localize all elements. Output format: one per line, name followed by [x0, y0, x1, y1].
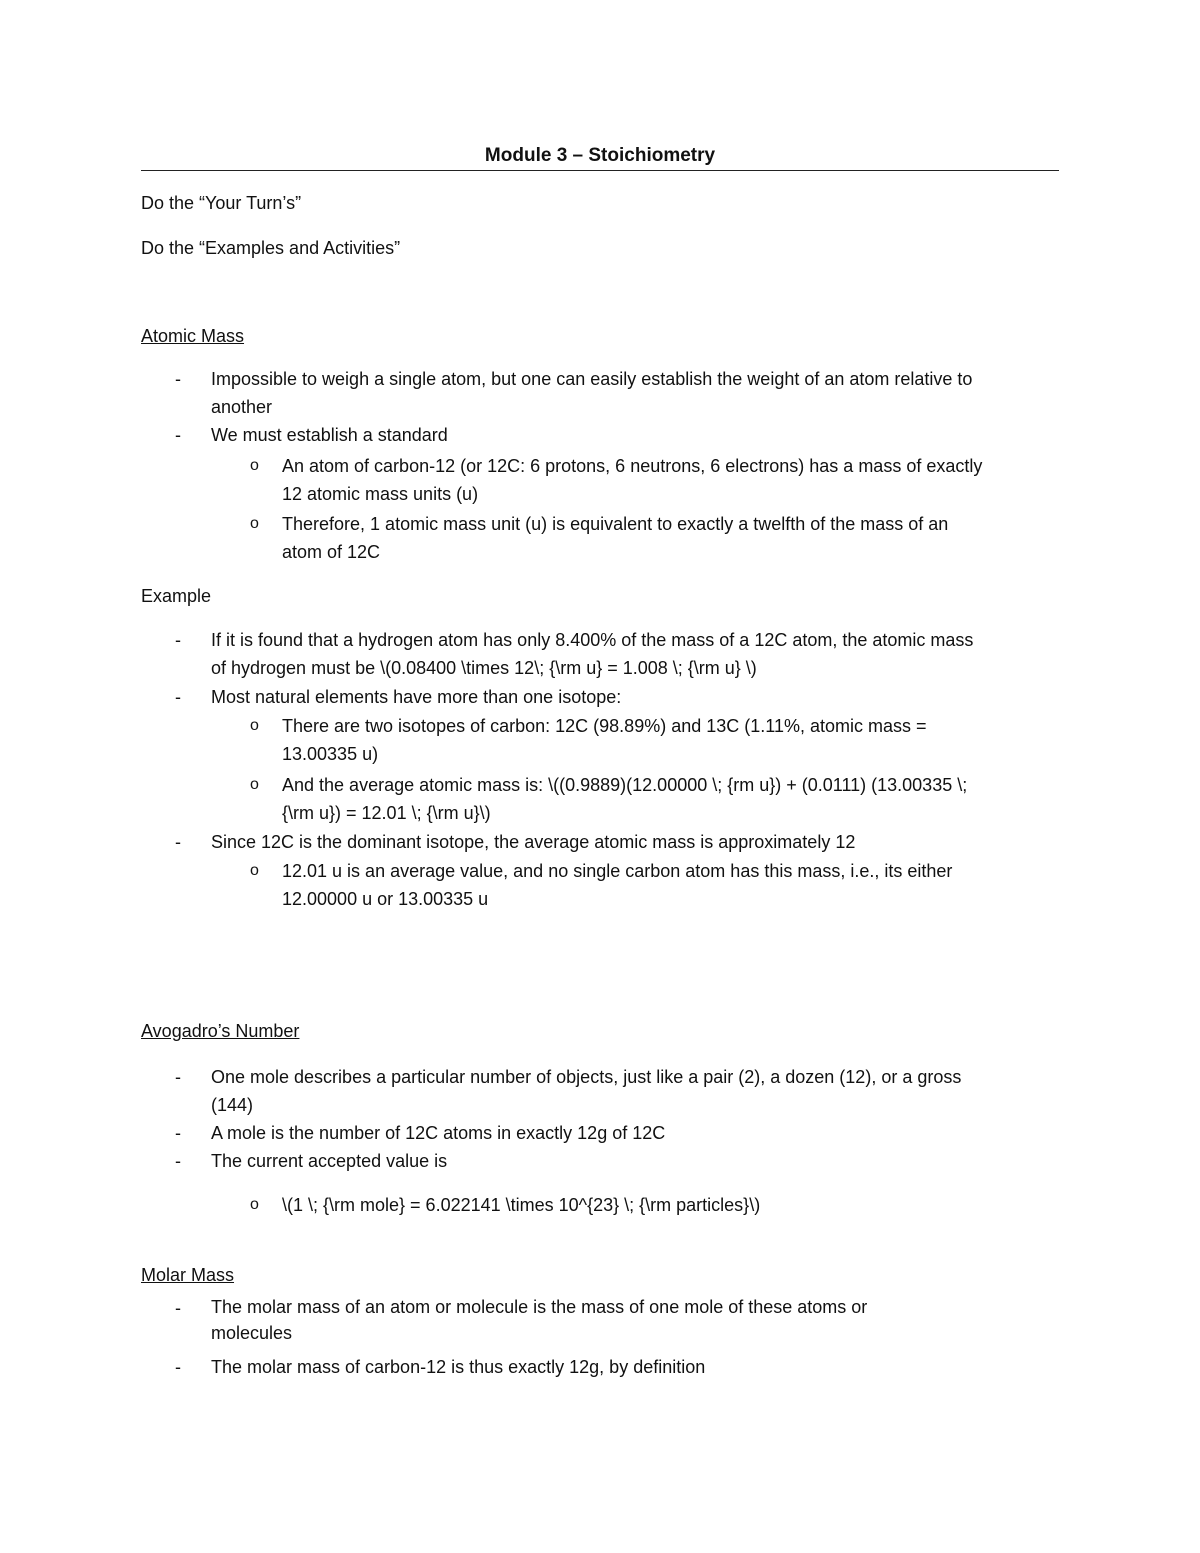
dash-bullet: -	[175, 687, 181, 707]
sub-list-item-text: 12.01 u is an average value, and no single carbon atom has this mass, i.e., its either 12.00000 u or 13.00335 u	[282, 861, 953, 909]
sub-list-item-text: There are two isotopes of carbon: 12C (98.89%) and 13C (1.11%, atomic mass = 13.00335 u)	[282, 716, 927, 764]
list-item-text: The molar mass of an atom or molecule is the mass of one mole of these atoms or molecules	[211, 1297, 868, 1343]
list-item-text: A mole is the number of 12C atoms in exactly 12g of 12C	[211, 1123, 666, 1143]
intro-line-examples-activities: Do the “Examples and Activities”	[141, 238, 401, 258]
list-item-text: The current accepted value is	[211, 1151, 448, 1171]
dash-bullet: -	[175, 1151, 181, 1171]
sub-list-item-text: And the average atomic mass is: \((0.9889)(12.00000 \; {rm u}) + (0.0111) (13.00335 \; {\rm u}) = 12.01 \; {\rm u}\)	[282, 775, 968, 823]
dash-bullet: -	[175, 1357, 181, 1377]
dash-bullet: -	[175, 425, 181, 445]
circle-bullet: o	[250, 457, 259, 474]
dash-bullet: -	[175, 369, 181, 389]
circle-bullet: o	[250, 1196, 259, 1213]
intro-line-your-turns: Do the “Your Turn’s”	[141, 193, 302, 213]
dash-bullet: -	[175, 832, 181, 852]
list-item-text: We must establish a standard	[211, 425, 448, 445]
sub-list-item-text: An atom of carbon-12 (or 12C: 6 protons, 6 neutrons, 6 electrons) has a mass of exactly 12 atomic mass units (u)	[282, 456, 983, 504]
dash-bullet: -	[175, 1067, 181, 1087]
circle-bullet: o	[250, 776, 259, 793]
section-heading-avogadros-number: Avogadro’s Number	[141, 1021, 300, 1041]
sub-list-item-text: \(1 \; {\rm mole} = 6.022141 \times 10^{23} \; {\rm particles}\)	[282, 1195, 761, 1215]
dash-bullet: -	[175, 1123, 181, 1143]
dash-bullet: -	[175, 1298, 181, 1318]
section-heading-example: Example	[141, 586, 212, 606]
list-item-text: Most natural elements have more than one isotope:	[211, 687, 622, 707]
title-underline-rule	[141, 170, 1059, 171]
section-heading-molar-mass: Molar Mass	[141, 1265, 235, 1285]
sub-list-item-text: Therefore, 1 atomic mass unit (u) is equivalent to exactly a twelfth of the mass of an atom of 12C	[282, 514, 949, 562]
circle-bullet: o	[250, 515, 259, 532]
document-title: Module 3 – Stoichiometry	[484, 145, 716, 166]
dash-bullet: -	[175, 630, 181, 650]
list-item-text: One mole describes a particular number of objects, just like a pair (2), a dozen (12), or a gross (144)	[211, 1067, 962, 1115]
section-heading-atomic-mass: Atomic Mass	[141, 326, 245, 346]
circle-bullet: o	[250, 862, 259, 879]
list-item-text: The molar mass of carbon-12 is thus exactly 12g, by definition	[211, 1357, 706, 1377]
list-item-text: If it is found that a hydrogen atom has only 8.400% of the mass of a 12C atom, the atomic mass of hydrogen must be \(0.08400 \times 12\; {\rm u} = 1.008 \; {\rm u} \)	[211, 630, 974, 678]
list-item-text: Since 12C is the dominant isotope, the average atomic mass is approximately 12	[211, 832, 856, 852]
circle-bullet: o	[250, 717, 259, 734]
list-item-text: Impossible to weigh a single atom, but one can easily establish the weight of an atom relative to another	[211, 369, 973, 417]
